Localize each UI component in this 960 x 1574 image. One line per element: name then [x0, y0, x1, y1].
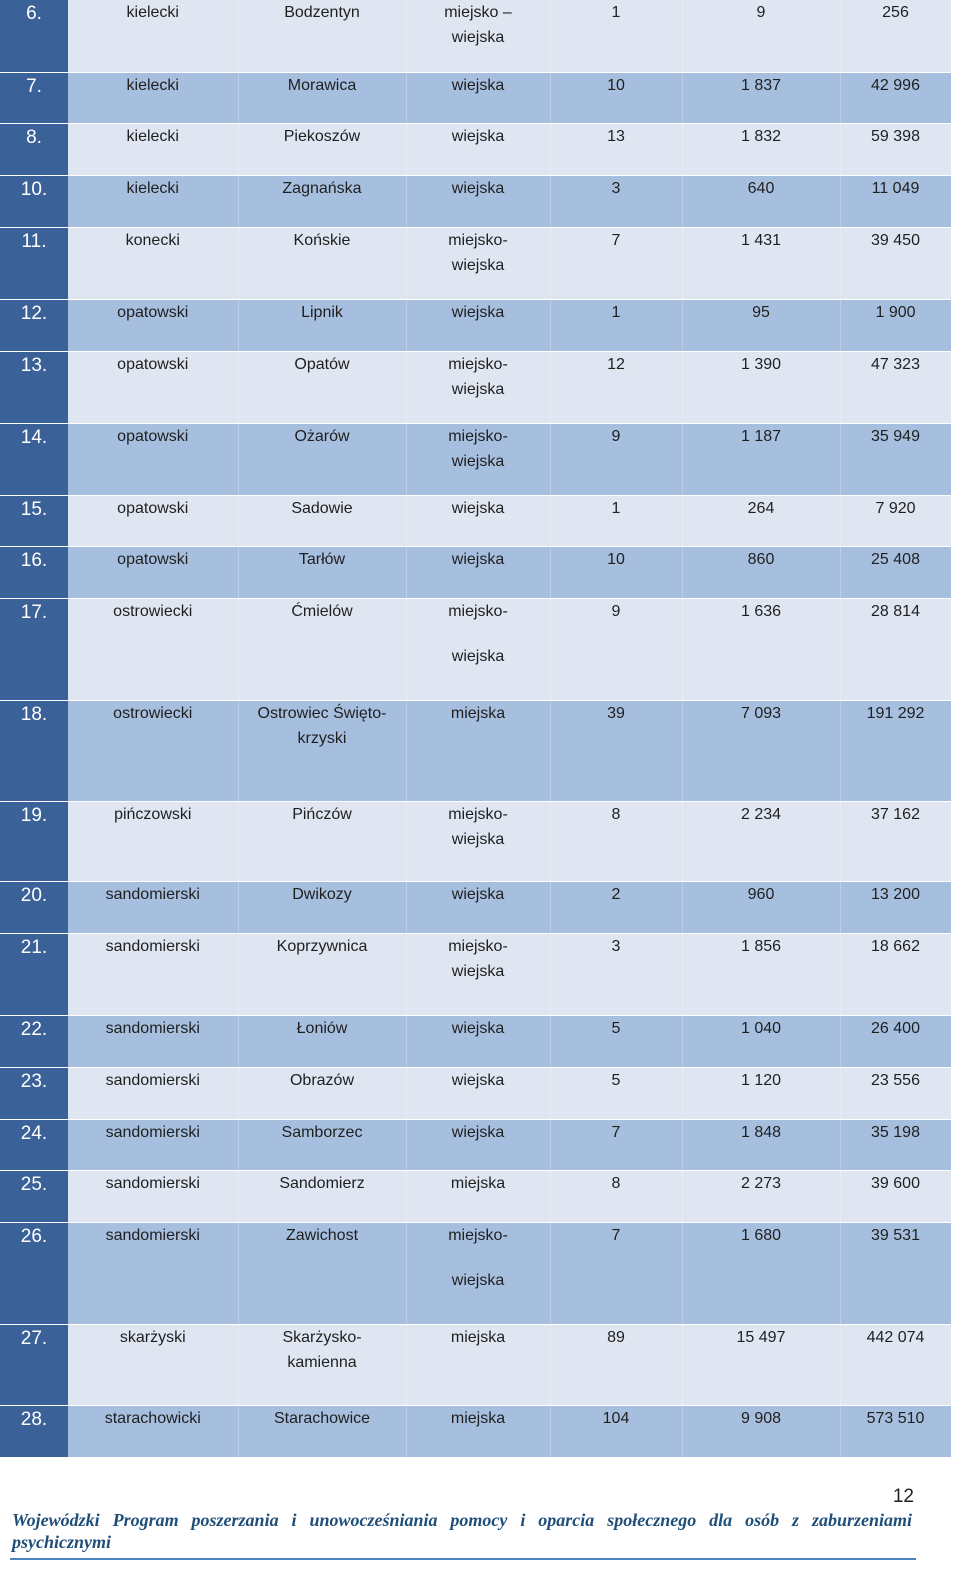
col-c-cell: 11 049: [840, 175, 951, 227]
col-b-cell: 1 390: [682, 351, 840, 423]
row-number-cell: 19.: [0, 801, 68, 881]
gmina-cell: Łoniów: [238, 1015, 406, 1067]
type-cell: miejsko- wiejska: [406, 933, 550, 1015]
row-number-cell: 22.: [0, 1015, 68, 1067]
county-cell: kielecki: [68, 72, 238, 123]
col-c-cell: 28 814: [840, 598, 951, 700]
county-cell: kielecki: [68, 0, 238, 72]
table-row: [0, 0, 951, 72]
row-number-cell: 21.: [0, 933, 68, 1015]
col-c-cell: 37 162: [840, 801, 951, 881]
col-c-cell: 23 556: [840, 1067, 951, 1119]
type-cell: wiejska: [406, 546, 550, 598]
col-a-cell: 104: [550, 1405, 682, 1457]
gmina-cell: Końskie: [238, 227, 406, 299]
county-cell: sandomierski: [68, 1170, 238, 1222]
col-c-cell: 18 662: [840, 933, 951, 1015]
type-cell: wiejska: [406, 175, 550, 227]
gmina-cell: Piekoszów: [238, 123, 406, 175]
gmina-cell: Sadowie: [238, 495, 406, 546]
col-a-cell: 2: [550, 881, 682, 933]
col-b-cell: 640: [682, 175, 840, 227]
footer-text: Wojewódzki Program poszerzania i unowocześniania pomocy i oparcia społecznego dla osób z zaburzeniami psychicznymi: [12, 1510, 912, 1552]
col-b-cell: 1 832: [682, 123, 840, 175]
gmina-cell: Ożarów: [238, 423, 406, 495]
gmina-cell: Ćmielów: [238, 598, 406, 700]
table-row: [0, 72, 951, 123]
gmina-cell: Morawica: [238, 72, 406, 123]
type-cell: wiejska: [406, 881, 550, 933]
col-c-cell: 13 200: [840, 881, 951, 933]
type-cell: miejsko- wiejska: [406, 1222, 550, 1324]
table-row: [0, 227, 951, 299]
type-cell: miejsko- wiejska: [406, 351, 550, 423]
type-cell: miejska: [406, 1324, 550, 1405]
table-row: [0, 598, 951, 700]
col-a-cell: 5: [550, 1015, 682, 1067]
col-c-cell: 442 074: [840, 1324, 951, 1405]
col-c-cell: 39 600: [840, 1170, 951, 1222]
col-c-cell: 7 920: [840, 495, 951, 546]
col-a-cell: 7: [550, 1222, 682, 1324]
table-row: [0, 1170, 951, 1222]
col-b-cell: 1 187: [682, 423, 840, 495]
col-c-cell: 256: [840, 0, 951, 72]
table-row: [0, 881, 951, 933]
gmina-cell: Tarłów: [238, 546, 406, 598]
type-cell: wiejska: [406, 1015, 550, 1067]
gmina-cell: Skarżysko- kamienna: [238, 1324, 406, 1405]
county-cell: opatowski: [68, 423, 238, 495]
col-c-cell: 191 292: [840, 700, 951, 801]
gmina-cell: Koprzywnica: [238, 933, 406, 1015]
row-number-cell: 11.: [0, 227, 68, 299]
col-c-cell: 1 900: [840, 299, 951, 351]
row-number-cell: 17.: [0, 598, 68, 700]
county-cell: opatowski: [68, 299, 238, 351]
county-cell: opatowski: [68, 351, 238, 423]
col-c-cell: 25 408: [840, 546, 951, 598]
gmina-cell: Zagnańska: [238, 175, 406, 227]
col-c-cell: 39 450: [840, 227, 951, 299]
col-b-cell: 1 040: [682, 1015, 840, 1067]
col-b-cell: 15 497: [682, 1324, 840, 1405]
gmina-cell: Zawichost: [238, 1222, 406, 1324]
row-number-cell: 12.: [0, 299, 68, 351]
col-a-cell: 12: [550, 351, 682, 423]
col-c-cell: 42 996: [840, 72, 951, 123]
row-number-cell: 16.: [0, 546, 68, 598]
col-b-cell: 960: [682, 881, 840, 933]
col-b-cell: 95: [682, 299, 840, 351]
county-cell: sandomierski: [68, 933, 238, 1015]
col-b-cell: 1 680: [682, 1222, 840, 1324]
county-cell: sandomierski: [68, 1015, 238, 1067]
type-cell: wiejska: [406, 123, 550, 175]
col-b-cell: 7 093: [682, 700, 840, 801]
col-b-cell: 264: [682, 495, 840, 546]
table-row: [0, 1015, 951, 1067]
col-a-cell: 13: [550, 123, 682, 175]
table-row: [0, 351, 951, 423]
table-row: [0, 1324, 951, 1405]
row-number-cell: 15.: [0, 495, 68, 546]
table-row: [0, 801, 951, 881]
table-row: [0, 1222, 951, 1324]
col-a-cell: 9: [550, 423, 682, 495]
county-cell: sandomierski: [68, 1067, 238, 1119]
type-cell: wiejska: [406, 299, 550, 351]
type-cell: miejsko- wiejska: [406, 598, 550, 700]
col-b-cell: 1 636: [682, 598, 840, 700]
col-a-cell: 1: [550, 495, 682, 546]
col-a-cell: 8: [550, 1170, 682, 1222]
row-number-cell: 18.: [0, 700, 68, 801]
col-b-cell: 9 908: [682, 1405, 840, 1457]
footer-divider: [10, 1558, 916, 1560]
row-number-cell: 6.: [0, 0, 68, 72]
table-row: [0, 495, 951, 546]
county-cell: sandomierski: [68, 1119, 238, 1170]
gmina-cell: Pińczów: [238, 801, 406, 881]
row-number-cell: 10.: [0, 175, 68, 227]
table-row: [0, 175, 951, 227]
county-cell: kielecki: [68, 175, 238, 227]
type-cell: miejsko- wiejska: [406, 227, 550, 299]
row-number-cell: 27.: [0, 1324, 68, 1405]
col-a-cell: 9: [550, 598, 682, 700]
type-cell: wiejska: [406, 72, 550, 123]
col-a-cell: 89: [550, 1324, 682, 1405]
col-c-cell: 35 198: [840, 1119, 951, 1170]
table-row: [0, 546, 951, 598]
gmina-cell: Starachowice: [238, 1405, 406, 1457]
gmina-cell: Lipnik: [238, 299, 406, 351]
col-b-cell: 1 120: [682, 1067, 840, 1119]
type-cell: miejska: [406, 700, 550, 801]
type-cell: wiejska: [406, 495, 550, 546]
gmina-cell: Dwikozy: [238, 881, 406, 933]
type-cell: wiejska: [406, 1119, 550, 1170]
col-c-cell: 26 400: [840, 1015, 951, 1067]
col-a-cell: 1: [550, 0, 682, 72]
row-number-cell: 26.: [0, 1222, 68, 1324]
col-a-cell: 8: [550, 801, 682, 881]
col-c-cell: 573 510: [840, 1405, 951, 1457]
type-cell: miejsko- wiejska: [406, 423, 550, 495]
type-cell: wiejska: [406, 1067, 550, 1119]
county-cell: ostrowiecki: [68, 700, 238, 801]
col-c-cell: 47 323: [840, 351, 951, 423]
row-number-cell: 8.: [0, 123, 68, 175]
type-cell: miejska: [406, 1170, 550, 1222]
col-a-cell: 7: [550, 1119, 682, 1170]
county-cell: sandomierski: [68, 881, 238, 933]
row-number-cell: 28.: [0, 1405, 68, 1457]
col-a-cell: 1: [550, 299, 682, 351]
row-number-cell: 25.: [0, 1170, 68, 1222]
county-cell: skarżyski: [68, 1324, 238, 1405]
county-cell: ostrowiecki: [68, 598, 238, 700]
county-cell: konecki: [68, 227, 238, 299]
county-cell: opatowski: [68, 495, 238, 546]
col-a-cell: 3: [550, 933, 682, 1015]
col-b-cell: 2 273: [682, 1170, 840, 1222]
col-b-cell: 2 234: [682, 801, 840, 881]
row-number-cell: 13.: [0, 351, 68, 423]
table-row: [0, 1067, 951, 1119]
col-b-cell: 1 856: [682, 933, 840, 1015]
table-row: [0, 933, 951, 1015]
col-b-cell: 1 837: [682, 72, 840, 123]
gmina-cell: Obrazów: [238, 1067, 406, 1119]
col-a-cell: 7: [550, 227, 682, 299]
col-c-cell: 35 949: [840, 423, 951, 495]
table-row: [0, 423, 951, 495]
col-a-cell: 39: [550, 700, 682, 801]
col-b-cell: 1 848: [682, 1119, 840, 1170]
gmina-cell: Opatów: [238, 351, 406, 423]
county-cell: pińczowski: [68, 801, 238, 881]
row-number-cell: 23.: [0, 1067, 68, 1119]
type-cell: miejsko- wiejska: [406, 801, 550, 881]
table-row: [0, 1405, 951, 1457]
county-cell: kielecki: [68, 123, 238, 175]
col-b-cell: 9: [682, 0, 840, 72]
row-number-cell: 7.: [0, 72, 68, 123]
row-number-cell: 20.: [0, 881, 68, 933]
row-number-cell: 24.: [0, 1119, 68, 1170]
table-row: [0, 123, 951, 175]
county-cell: opatowski: [68, 546, 238, 598]
gmina-cell: Samborzec: [238, 1119, 406, 1170]
col-c-cell: 59 398: [840, 123, 951, 175]
gmina-cell: Ostrowiec Święto- krzyski: [238, 700, 406, 801]
county-cell: starachowicki: [68, 1405, 238, 1457]
gmina-cell: Bodzentyn: [238, 0, 406, 72]
page-number: 12: [892, 1486, 914, 1507]
col-a-cell: 10: [550, 72, 682, 123]
table-row: [0, 299, 951, 351]
col-a-cell: 3: [550, 175, 682, 227]
col-a-cell: 5: [550, 1067, 682, 1119]
type-cell: miejsko – wiejska: [406, 0, 550, 72]
type-cell: miejska: [406, 1405, 550, 1457]
table-row: [0, 1119, 951, 1170]
col-b-cell: 860: [682, 546, 840, 598]
col-a-cell: 10: [550, 546, 682, 598]
table-row: [0, 700, 951, 801]
col-c-cell: 39 531: [840, 1222, 951, 1324]
col-b-cell: 1 431: [682, 227, 840, 299]
row-number-cell: 14.: [0, 423, 68, 495]
gmina-cell: Sandomierz: [238, 1170, 406, 1222]
county-cell: sandomierski: [68, 1222, 238, 1324]
